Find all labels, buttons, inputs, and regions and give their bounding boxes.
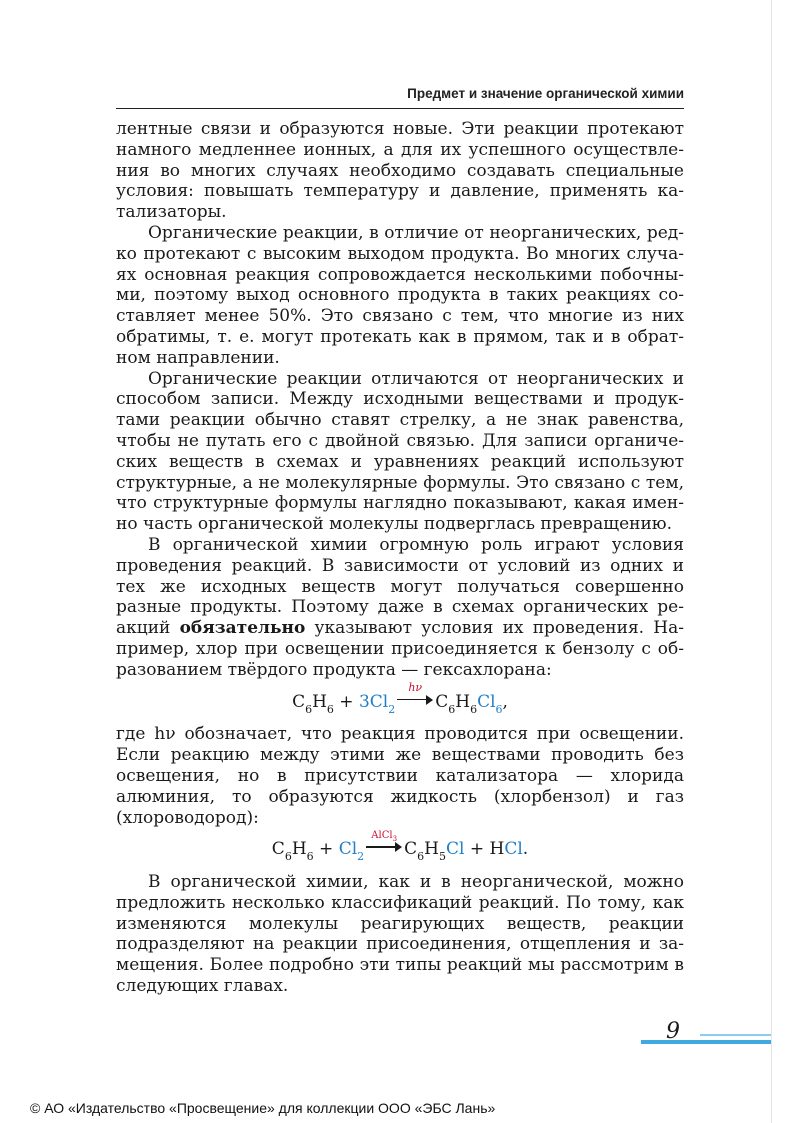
eq2-sub: 6 (284, 850, 292, 864)
paragraph-4 (116, 535, 684, 681)
reaction-arrow (366, 830, 402, 852)
eq1-sub: 6 (448, 702, 456, 716)
eq2-product-cl: Cl (446, 839, 465, 860)
eq1-product-c: C (435, 691, 449, 712)
eq1-condition-light: hν (408, 680, 423, 694)
eq2-chlorine: Cl (338, 839, 358, 860)
eq2-sub: 6 (306, 850, 314, 864)
eq2-catalyst-formula: AlCl (371, 830, 393, 842)
eq1-reactant-h: H (312, 691, 327, 712)
eq1-sub: 2 (388, 702, 396, 716)
eq1-sub: 6 (470, 702, 478, 716)
page-number: 9 (666, 1019, 680, 1044)
eq1-reactant-c: C (292, 691, 306, 712)
eq2-sub: 2 (357, 850, 365, 864)
eq1-comma: , (502, 691, 508, 712)
page-edge-line (771, 0, 772, 1123)
running-head: Предмет и значение органической химии (407, 86, 684, 101)
equation-benzene-chlorination (116, 830, 684, 864)
paragraph-5: где hν обозначает, что реакция проводится при освещении. Если реакцию между этими же веществами проводить без освещения, но в присутствии катализатора — хлорида алюминия, то образуются жидкость (хлорбензол) и газ (хлороводород): (116, 724, 684, 828)
eq2-period: . (522, 839, 529, 860)
eq2-plus: + (464, 839, 490, 860)
paragraph-1: лентные связи и образуются новые. Эти реакции протекают намного медленнее ионных, а для их успешного осуществления во многих случаях необходимо создавать специальные условия: повышать температуру и давление, применять катализаторы. (116, 119, 684, 223)
eq2-condition-catalyst (366, 830, 402, 842)
eq2-sub: 6 (417, 850, 425, 864)
eq2-product-c: C (404, 839, 418, 860)
eq2-catalyst-sub: 3 (392, 835, 398, 844)
paragraph-4-bold: обязательно (179, 618, 306, 639)
paragraph-4-text-b: указывают условия их проведения. Например, хлор при освещении присоединяется к бензолу с образованием твёрдого продукта — гексахлорана: (116, 618, 684, 680)
footer-accent-bar (641, 1040, 771, 1044)
reaction-arrow (397, 680, 433, 705)
paragraph-2: Органические реакции, в отличие от неорганических, редко протекают с высоким выходом продукта. Во многих случаях основная реакция сопровождается несколькими побочными, поэтому выход основного продукта в таких реакциях составляет менее 50%. Это связано с тем, что многие из них обратимы, т. е. могут протекать как в прямом, так и в обратном направлении. (116, 222, 684, 368)
eq1-chlorine: 3Cl (358, 691, 389, 712)
paragraph-6: В органической химии, как и в неорганической, можно предложить несколько классификаций реакций. По тому, как изменяются молекулы реагирующих веществ, реакции подразделяют на реакции присоединения, отщепления и замещения. Более подробно эти типы реакций мы рассмотрим в следующих главах. (116, 872, 684, 997)
eq2-reactant-h: H (291, 839, 307, 860)
eq1-product-h: H (455, 691, 471, 712)
eq1-product-cl: Cl (477, 691, 496, 712)
paragraph-4-text-a: В органической химии огромную роль играют условия проведения реакций. В зависимости от условий из одних и тех же исходных веществ могут получаться совершенно разные продукты. Поэтому даже в схемах органических реакций (116, 534, 684, 639)
header-rule (116, 108, 684, 109)
body-text (116, 119, 684, 997)
eq1-sub: 6 (305, 702, 313, 716)
eq2-plus: + (313, 839, 339, 860)
eq2-hcl-h: H (489, 839, 505, 860)
eq1-sub: 6 (495, 702, 503, 716)
eq1-plus: + (333, 691, 359, 712)
eq2-hcl-cl: Cl (504, 839, 523, 860)
eq2-reactant-c: C (271, 839, 285, 860)
equation-benzene-hexachlorane (116, 680, 684, 716)
footer-accent-bar-thin (700, 1034, 771, 1036)
eq2-product-h: H (424, 839, 439, 860)
copyright-notice: © АО «Издательство «Просвещение» для коллекции ООО «ЭБС Лань» (30, 1100, 496, 1116)
paragraph-3: Органические реакции отличаются от неорганических и способом записи. Между исходными веществами и продуктами реакции обычно ставят стрелку, а не знак равенства, чтобы не путать его с двойной связью. Для записи органических веществ в схемах и уравнениях реакций используют структурные, а не молекулярные формулы. Это связано с тем, что структурные формулы наглядно показывают, какая именно часть органической молекулы подверглась превращению. (116, 368, 684, 535)
eq1-sub: 6 (326, 702, 334, 716)
eq2-sub: 5 (439, 850, 446, 864)
